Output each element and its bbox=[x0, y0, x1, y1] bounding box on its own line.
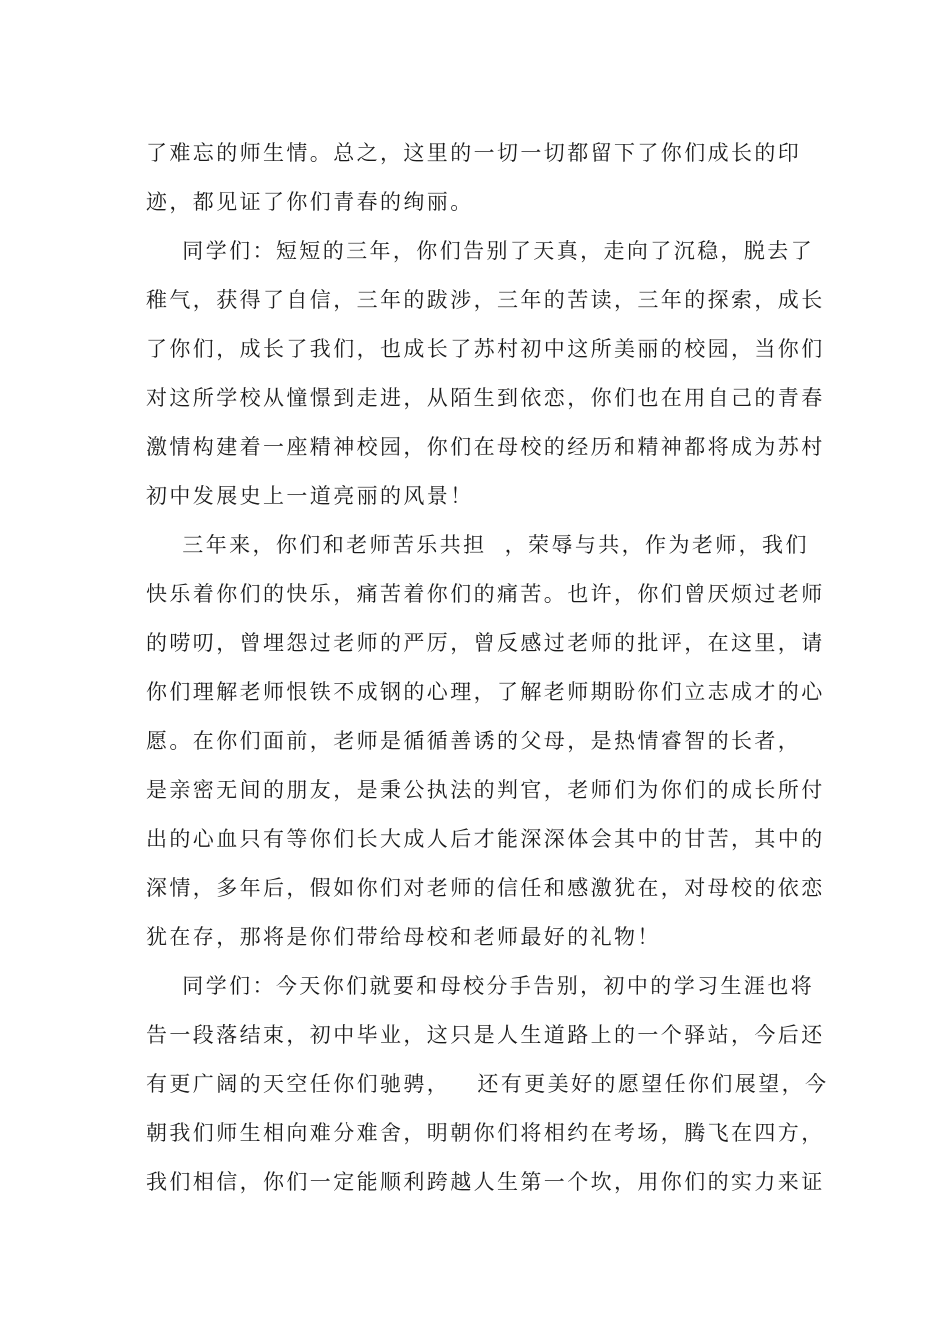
text-line: 出的心血只有等你们长大成人后才能深深体会其中的甘苦，其中的 bbox=[146, 827, 825, 851]
document-body bbox=[146, 129, 846, 1207]
text-line: 是亲密无间的朋友，是秉公执法的判官，老师们为你们的成长所付 bbox=[146, 778, 825, 802]
text-line: 三年来，你们和老师苦乐共担 ，荣辱与共，作为老师，我们 bbox=[146, 533, 809, 557]
text-line: 我们相信，你们一定能顺利跨越人生第一个坎，用你们的实力来证 bbox=[146, 1170, 825, 1194]
text-line: 有更广阔的天空任你们驰骋， 还有更美好的愿望任你们展望，今 bbox=[146, 1072, 829, 1096]
text-line: 稚气，获得了自信，三年的跋涉，三年的苦读，三年的探索，成长 bbox=[146, 288, 825, 312]
text-line: 愿。在你们面前，老师是循循善诱的父母，是热情睿智的长者， bbox=[146, 729, 802, 753]
text-line: 初中发展史上一道亮丽的风景！ bbox=[146, 484, 474, 508]
text-line: 的唠叨，曾埋怨过老师的严厉，曾反感过老师的批评，在这里，请 bbox=[146, 631, 825, 655]
text-line: 了你们，成长了我们，也成长了苏村初中这所美丽的校园，当你们 bbox=[146, 337, 825, 361]
text-line: 犹在存，那将是你们带给母校和老师最好的礼物！ bbox=[146, 925, 661, 949]
text-line: 激情构建着一座精神校园，你们在母校的经历和精神都将成为苏村 bbox=[146, 435, 825, 459]
text-line: 深情，多年后，假如你们对老师的信任和感激犹在，对母校的依恋 bbox=[146, 876, 825, 900]
text-line: 了难忘的师生情。总之，这里的一切一切都留下了你们成长的印 bbox=[146, 141, 802, 165]
text-line: 迹，都见证了你们青春的绚丽。 bbox=[146, 190, 474, 214]
text-line: 同学们：今天你们就要和母校分手告别，初中的学习生涯也将 bbox=[146, 974, 815, 998]
text-line: 同学们：短短的三年，你们告别了天真，走向了沉稳，脱去了 bbox=[146, 239, 815, 263]
text-line: 对这所学校从憧憬到走进，从陌生到依恋，你们也在用自己的青春 bbox=[146, 386, 825, 410]
text-line: 朝我们师生相向难分难舍，明朝你们将相约在考场，腾飞在四方， bbox=[146, 1121, 825, 1145]
text-line: 快乐着你们的快乐，痛苦着你们的痛苦。也许，你们曾厌烦过老师 bbox=[146, 582, 825, 606]
text-line: 你们理解老师恨铁不成钢的心理，了解老师期盼你们立志成才的心 bbox=[146, 680, 825, 704]
text-line: 告一段落结束，初中毕业，这只是人生道路上的一个驿站，今后还 bbox=[146, 1023, 825, 1047]
